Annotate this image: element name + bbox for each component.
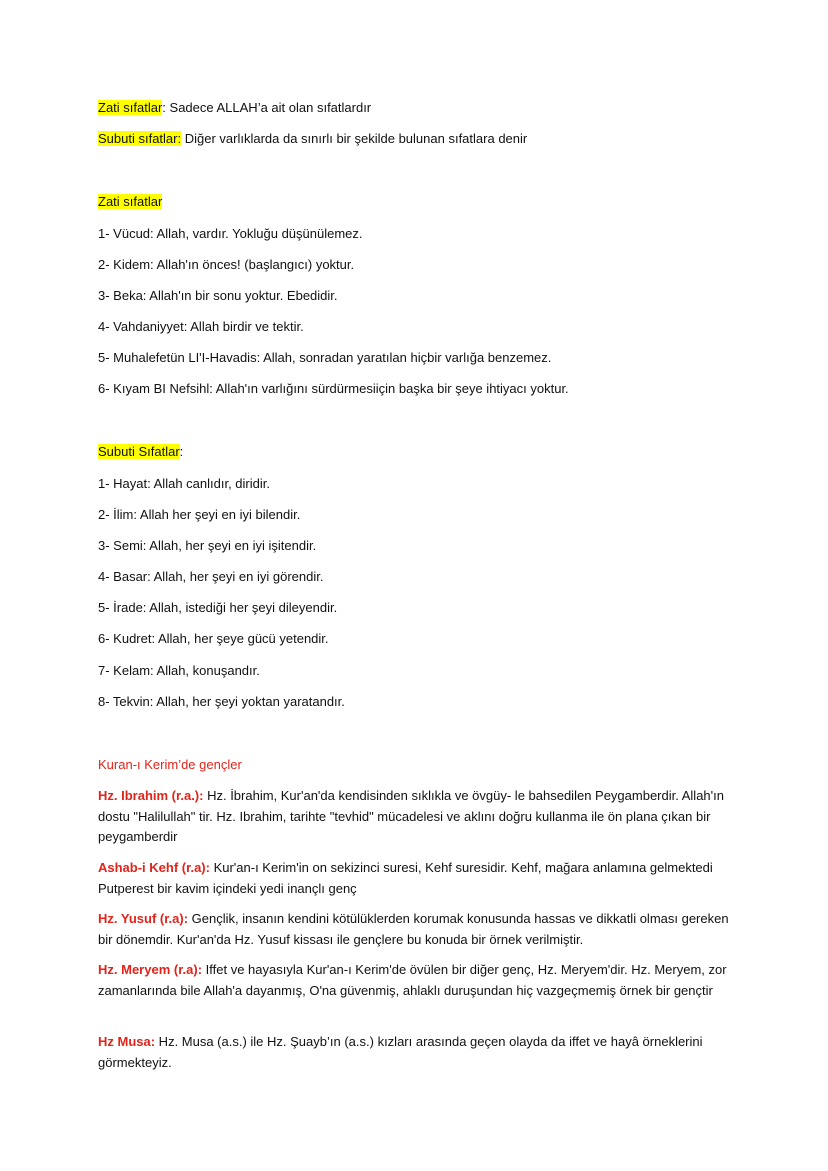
intro-subuti-line [98, 129, 527, 149]
zati-definition: : Sadece ALLAH’a ait olan sıfatlardır [162, 100, 372, 115]
zati-item: 2- Kidem: Allah'ın önces! (başlangıcı) yoktur. [98, 257, 355, 272]
subuti-heading-colon: : [179, 444, 184, 459]
entry-name: Hz. Ibrahim (r.a.): [98, 788, 204, 803]
entry-text: Iffet ve hayasıyla Kur'an-ı Kerim'de övülen bir diğer genç, Hz. Meryem'dir. Hz. Meryem, zor zamanlarında bile Allah'a dayanmış, O'na güvenmiş, ahlaklı duruşundan hiç vazgeçmemiş örnek bir gençtir [98, 962, 727, 998]
subuti-label-highlight: Subuti sıfatlar: [98, 131, 182, 146]
zati-item: 3- Beka: Allah'ın bir sonu yoktur. Ebedidir. [98, 288, 338, 303]
kuran-entry [98, 786, 738, 848]
kuran-entry [98, 1032, 738, 1073]
entry-name: Hz. Meryem (r.a): [98, 962, 203, 977]
kuran-heading: Kuran-ı Kerim’de gençler [98, 757, 242, 772]
subuti-heading-highlight: Subuti Sıfatlar [98, 444, 180, 459]
subuti-item: 4- Basar: Allah, her şeyi en iyi görendir. [98, 569, 324, 584]
subuti-heading [98, 442, 183, 462]
subuti-definition: Diğer varlıklarda da sınırlı bir şekilde bulunan sıfatlara denir [181, 131, 528, 146]
zati-item: 5- Muhalefetün LI'I-Havadis: Allah, sonradan yaratılan hiçbir varlığa benzemez. [98, 350, 552, 365]
zati-item: 1- Vücud: Allah, vardır. Yokluğu düşünülemez. [98, 226, 363, 241]
kuran-entry [98, 909, 738, 950]
entry-name: Hz. Yusuf (r.a): [98, 911, 189, 926]
entry-text: Kur'an-ı Kerim'in on sekizinci suresi, Kehf suresidir. Kehf, mağara anlamına gelmektedi Putperest bir kavim içindeki yedi inançlı genç [98, 860, 713, 896]
zati-label-highlight: Zati sıfatlar [98, 100, 163, 115]
entry-name: Hz Musa: [98, 1034, 156, 1049]
subuti-item: 3- Semi: Allah, her şeyi en iyi işitendir. [98, 538, 317, 553]
kuran-entry [98, 858, 738, 899]
subuti-item: 7- Kelam: Allah, konuşandır. [98, 663, 260, 678]
subuti-item: 6- Kudret: Allah, her şeye gücü yetendir. [98, 631, 329, 646]
zati-heading-highlight: Zati sıfatlar [98, 194, 163, 209]
intro-zati-line [98, 98, 371, 118]
subuti-item: 2- İlim: Allah her şeyi en iyi bilendir. [98, 507, 301, 522]
entry-name: Ashab-i Kehf (r.a): [98, 860, 210, 875]
subuti-item: 5- İrade: Allah, istediği her şeyi dileyendir. [98, 600, 338, 615]
zati-item: 4- Vahdaniyyet: Allah birdir ve tektir. [98, 319, 304, 334]
entry-text: Hz. Musa (a.s.) ile Hz. Şuayb’ın (a.s.) kızları arasında geçen olayda da iffet ve hayâ örneklerini görmekteyiz. [98, 1034, 703, 1070]
subuti-item: 1- Hayat: Allah canlıdır, diridir. [98, 476, 270, 491]
kuran-entry [98, 960, 738, 1001]
zati-heading [98, 192, 162, 212]
zati-item: 6- Kıyam BI Nefsihl: Allah'ın varlığını sürdürmesiiçin başka bir şeye ihtiyacı yoktur. [98, 381, 569, 396]
subuti-item: 8- Tekvin: Allah, her şeyi yoktan yaratandır. [98, 694, 345, 709]
entry-text: Hz. İbrahim, Kur'an'da kendisinden sıklıkla ve övgüy- le bahsedilen Peygamberdir. Allah'ın dostu "Halilullah" tir. Hz. Ibrahim, tarihte "tevhid" mücadelesi ve aklını doğru kullanma ile ön plana çıkan bir peygamberdir [98, 788, 724, 844]
entry-text: Gençlik, insanın kendini kötülüklerden korumak konusunda hassas ve dikkatli olması gereken bir dönemdir. Kur'an'da Hz. Yusuf kissası ile gençlere bu konuda bir örnek verilmiştir. [98, 911, 729, 947]
